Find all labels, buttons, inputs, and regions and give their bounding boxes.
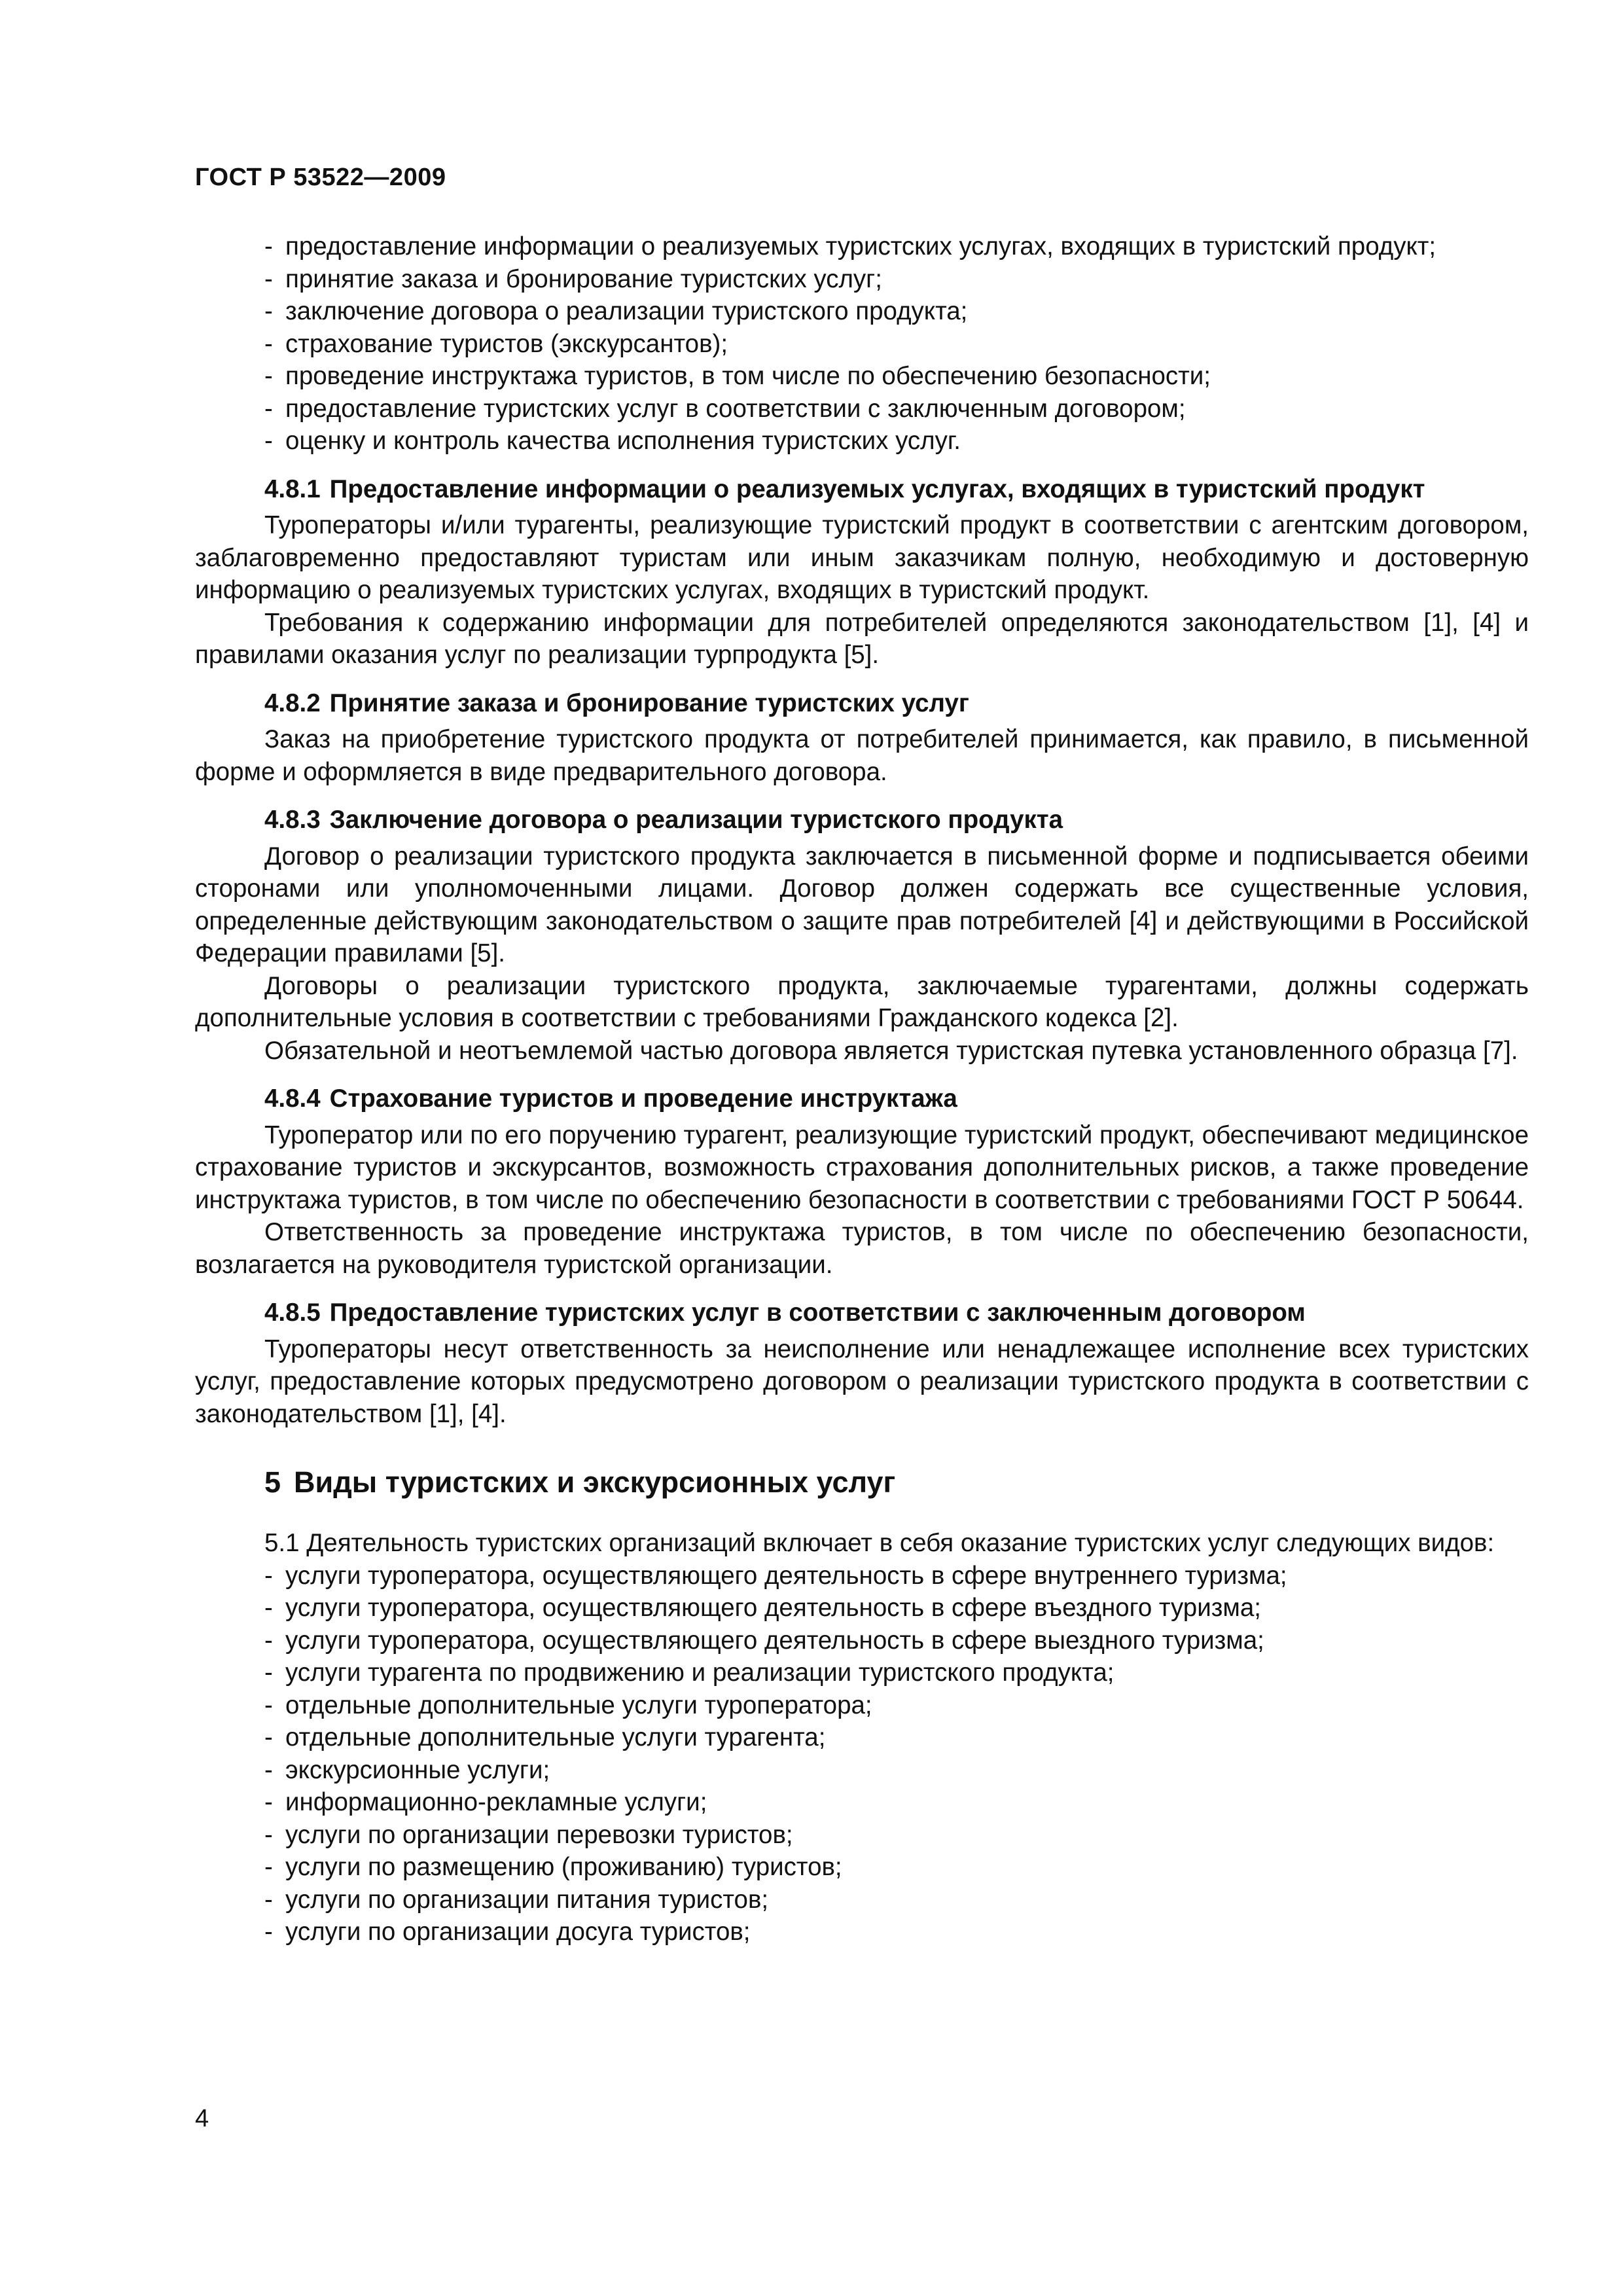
list-item: - предоставление информации о реализуемых туристских услугах, входящих в туристский продукт; [264, 232, 1436, 260]
list-item: - проведение инструктажа туристов, в том числе по обеспечению безопасности; [264, 362, 1211, 390]
list-item: - экскурсионные услуги; [264, 1755, 550, 1784]
subsection-heading-4-8-1: 4.8.1 Предоставление информации о реализуемых услугах, входящих в туристский продукт [264, 475, 1425, 503]
paragraph: Туроператоры и/или турагенты, реализующие туристский продукт в соответствии с агентским договором, заблаговременно предоставляют туристам или иным заказчикам полную, необходимую и достоверную информацию о реализуемых туристских услугах, входящих в туристский продукт. [195, 511, 1529, 604]
document-body [195, 230, 1529, 1948]
list-item: - отдельные дополнительные услуги туроператора; [264, 1691, 872, 1719]
list-item: - услуги по организации перевозки туристов; [264, 1820, 793, 1849]
paragraph: Обязательной и неотъемлемой частью договора является туристская путевка установленного образца [7]. [264, 1036, 1518, 1065]
list-item: - заключение договора о реализации туристского продукта; [264, 297, 968, 325]
paragraph: Требования к содержанию информации для потребителей определяются законодательством [1], [4] и правилами оказания услуг по реализации турпродукта [5]. [195, 608, 1529, 669]
intro-list [195, 230, 1529, 457]
paragraph: Туроператор или по его поручению турагент, реализующие туристский продукт, обеспечивают медицинское страхование туристов и экскурсантов, возможность страхования дополнительных рисков, а также проведение инструктажа туристов, в том числе по обеспечению безопасности в соответствии с требованиями ГОСТ Р 50644. [195, 1121, 1529, 1214]
list-item: - предоставление туристских услуг в соответствии с заключенным договором; [264, 394, 1186, 423]
list-item: - страхование туристов (экскурсантов); [264, 329, 728, 358]
subsection-heading-4-8-3: 4.8.3 Заключение договора о реализации туристского продукта [264, 806, 1063, 834]
subsection-heading-4-8-5: 4.8.5 Предоставление туристских услуг в соответствии с заключенным договором [264, 1299, 1306, 1327]
list-item: - услуги туроператора, осуществляющего деятельность в сфере выездного туризма; [264, 1626, 1264, 1655]
list-item: - услуги турагента по продвижению и реализации туристского продукта; [264, 1659, 1115, 1687]
list-item: - услуги по организации досуга туристов; [264, 1918, 751, 1946]
page-number: 4 [195, 2105, 209, 2132]
document-header: ГОСТ Р 53522—2009 [195, 164, 446, 191]
list-item: - услуги туроператора, осуществляющего деятельность в сфере въездного туризма; [264, 1594, 1261, 1622]
list-item: - услуги по размещению (проживанию) туристов; [264, 1853, 842, 1881]
list-item: - оценку и контроль качества исполнения туристских услуг. [264, 427, 961, 455]
section-heading-5: 5 Виды туристских и экскурсионных услуг [264, 1465, 896, 1499]
list-item: - принятие заказа и бронирование туристских услуг; [264, 264, 882, 293]
paragraph: Договор о реализации туристского продукта заключается в письменной форме и подписывается обеими сторонами или уполномоченными лицами. Договор должен содержать все существенные условия, определенные действующим законодательством о защите прав потребителей [4] и действующими в Российской Федерации правилами [5]. [195, 842, 1529, 967]
paragraph: 5.1 Деятельность туристских организаций включает в себя оказание туристских услуг следующих видов: [264, 1529, 1495, 1557]
list-item: - отдельные дополнительные услуги турагента; [264, 1723, 826, 1751]
paragraph: Туроператоры несут ответственность за неисполнение или ненадлежащее исполнение всех туристских услуг, предоставление которых предусмотрено договором о реализации туристского продукта в соответствии с законодательством [1], [4]. [195, 1335, 1529, 1428]
paragraph: Договоры о реализации туристского продукта, заключаемые турагентами, должны содержать дополнительные условия в соответствии с требованиями Гражданского кодекса [2]. [195, 971, 1529, 1032]
list-item: - услуги туроператора, осуществляющего деятельность в сфере внутреннего туризма; [264, 1561, 1287, 1590]
list-item: - услуги по организации питания туристов; [264, 1885, 769, 1914]
subsection-heading-4-8-2: 4.8.2 Принятие заказа и бронирование туристских услуг [264, 689, 969, 717]
paragraph: Заказ на приобретение туристского продукта от потребителей принимается, как правило, в письменной форме и оформляется в виде предварительного договора. [195, 725, 1529, 786]
subsection-heading-4-8-4: 4.8.4 Страхование туристов и проведение инструктажа [264, 1085, 957, 1113]
list-item: - информационно-рекламные услуги; [264, 1788, 707, 1816]
services-list [195, 1560, 1529, 1948]
paragraph: Ответственность за проведение инструктажа туристов, в том числе по обеспечению безопасности, возлагается на руководителя туристской организации. [195, 1218, 1529, 1279]
